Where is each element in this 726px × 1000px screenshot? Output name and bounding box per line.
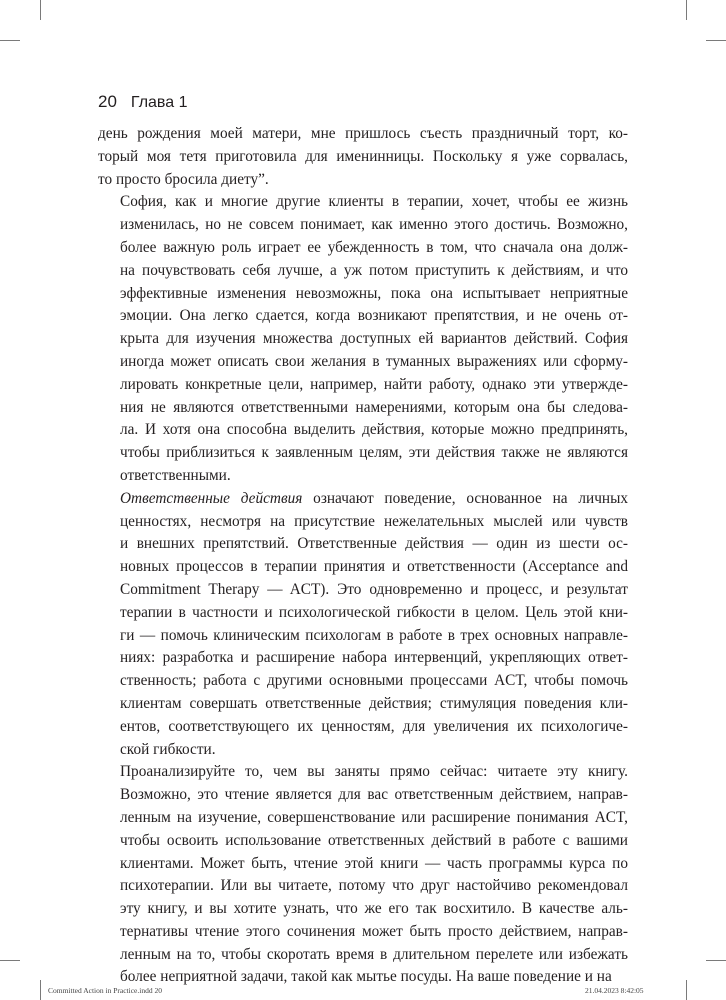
crop-mark — [706, 40, 726, 41]
page-number: 20 — [98, 92, 117, 111]
running-head — [98, 92, 187, 113]
text-line — [98, 488, 628, 511]
text-line: торый моя тетя приготовила для именинницы. Поскольку я уже сорвалась, — [98, 147, 628, 165]
text-line: ниях: разработка и расширение набора интервенций, укрепляющих ответ- — [120, 649, 628, 667]
text-line: ленным на то, чтобы скоротать время в длительном перелете или избежать — [120, 945, 628, 963]
text-line: Commitment Therapy — ACT). Это одновременно и процесс, и результат — [120, 580, 628, 598]
text-line: ленным на изучение, совершенствование или расширение понимания ACT, — [120, 808, 628, 826]
paragraph — [98, 123, 628, 191]
text-line: крыта для изучения множества доступных ей вариантов действий. София — [120, 330, 628, 348]
crop-mark — [706, 960, 726, 961]
text-line: ентов, соответствующего их ценностям, для увеличения их психологиче- — [120, 717, 628, 735]
italic-term: Ответственные действия — [120, 489, 303, 507]
paragraph — [98, 191, 628, 487]
text-line: ния не являются ответственными намерениями, которым она бы следова- — [120, 398, 628, 416]
paragraph — [98, 761, 628, 989]
text-line: тернативы чтение этого сочинения может быть просто действием, направ- — [120, 922, 628, 940]
text-line: более неприятной задачи, такой как мытье посуды. На ваше поведение и на — [120, 968, 612, 986]
text-line: чтобы приблизиться к заявленным целям, эти действия также не являются — [120, 444, 628, 462]
crop-mark — [686, 980, 687, 1000]
text-line: психотерапии. Или вы читаете, потому что друг настойчиво рекомендовал — [120, 877, 628, 895]
text-line: ценностях, несмотря на присутствие нежелательных мыслей или чувств — [120, 512, 628, 530]
text-line-rest: означают поведение, основанное на личных — [302, 489, 629, 507]
crop-mark — [0, 40, 20, 41]
text-line: Проанализируйте то, чем вы заняты прямо сейчас: читаете эту книгу. — [120, 763, 628, 781]
crop-mark — [40, 980, 41, 1000]
slug-datetime: 21.04.2023 8:42:05 — [585, 986, 644, 995]
text-line: эффективные изменения невозможны, пока она испытывает неприятные — [120, 284, 628, 302]
text-line: более важную роль играет ее убежденность в том, что сначала она долж- — [120, 238, 628, 256]
text-line: терапии в частности и психологической гибкости в целом. Цель этой кни- — [120, 603, 628, 621]
text-line: эту книгу, и вы хотите узнать, что же его так восхитило. В качестве аль- — [120, 900, 628, 918]
text-line: изменилась, но не совсем понимает, как именно этого достичь. Возможно, — [120, 216, 628, 234]
chapter-title: Глава 1 — [130, 94, 188, 111]
text-line: то просто бросила диету”. — [98, 170, 269, 188]
crop-mark — [0, 960, 20, 961]
crop-mark — [40, 0, 41, 20]
text-line: ответственными. — [120, 466, 231, 484]
text-line: клиентами. Может быть, чтение этой книги — часть программы курса по — [120, 854, 628, 872]
text-line: клиентам совершать ответственные действия; стимуляция поведения кли- — [120, 694, 628, 712]
body-text — [98, 123, 628, 989]
text-line: и внешних препятствий. Ответственные действия — один из шести ос- — [120, 535, 628, 553]
crop-mark — [686, 0, 687, 20]
text-line: эмоции. Она легко сдается, когда возникают препятствия, и не очень от- — [120, 307, 628, 325]
paragraph — [98, 488, 628, 762]
text-line: новных процессов в терапии принятия и ответственности (Acceptance and — [120, 558, 628, 576]
slug-file-info: Committed Action in Practice.indd 20 — [48, 986, 162, 995]
text-line: ги — помочь клиническим психологам в работе в трех основных направле- — [120, 626, 628, 644]
text-line: иногда может описать свои желания в туманных выражениях или сформу- — [120, 352, 628, 370]
text-line: ственность; работа с другими основными процессами ACT, чтобы помочь — [120, 672, 628, 690]
text-line: день рождения моей матери, мне пришлось съесть праздничный торт, ко- — [98, 125, 628, 142]
text-line: ской гибкости. — [120, 740, 216, 758]
text-line: ла. И хотя она способна выделить действия, которые можно предпринять, — [120, 421, 628, 439]
text-line: на почувствовать себя лучше, а уж потом приступить к действиям, и что — [120, 261, 628, 279]
text-line: чтобы освоить использование ответственных действий в работе с вашими — [120, 831, 628, 849]
text-line: София, как и многие другие клиенты в терапии, хочет, чтобы ее жизнь — [120, 193, 628, 211]
text-line: Возможно, это чтение является для вас ответственным действием, направ- — [120, 786, 628, 804]
text-line: лировать конкретные цели, например, найти работу, однако эти утвержде- — [120, 375, 628, 393]
